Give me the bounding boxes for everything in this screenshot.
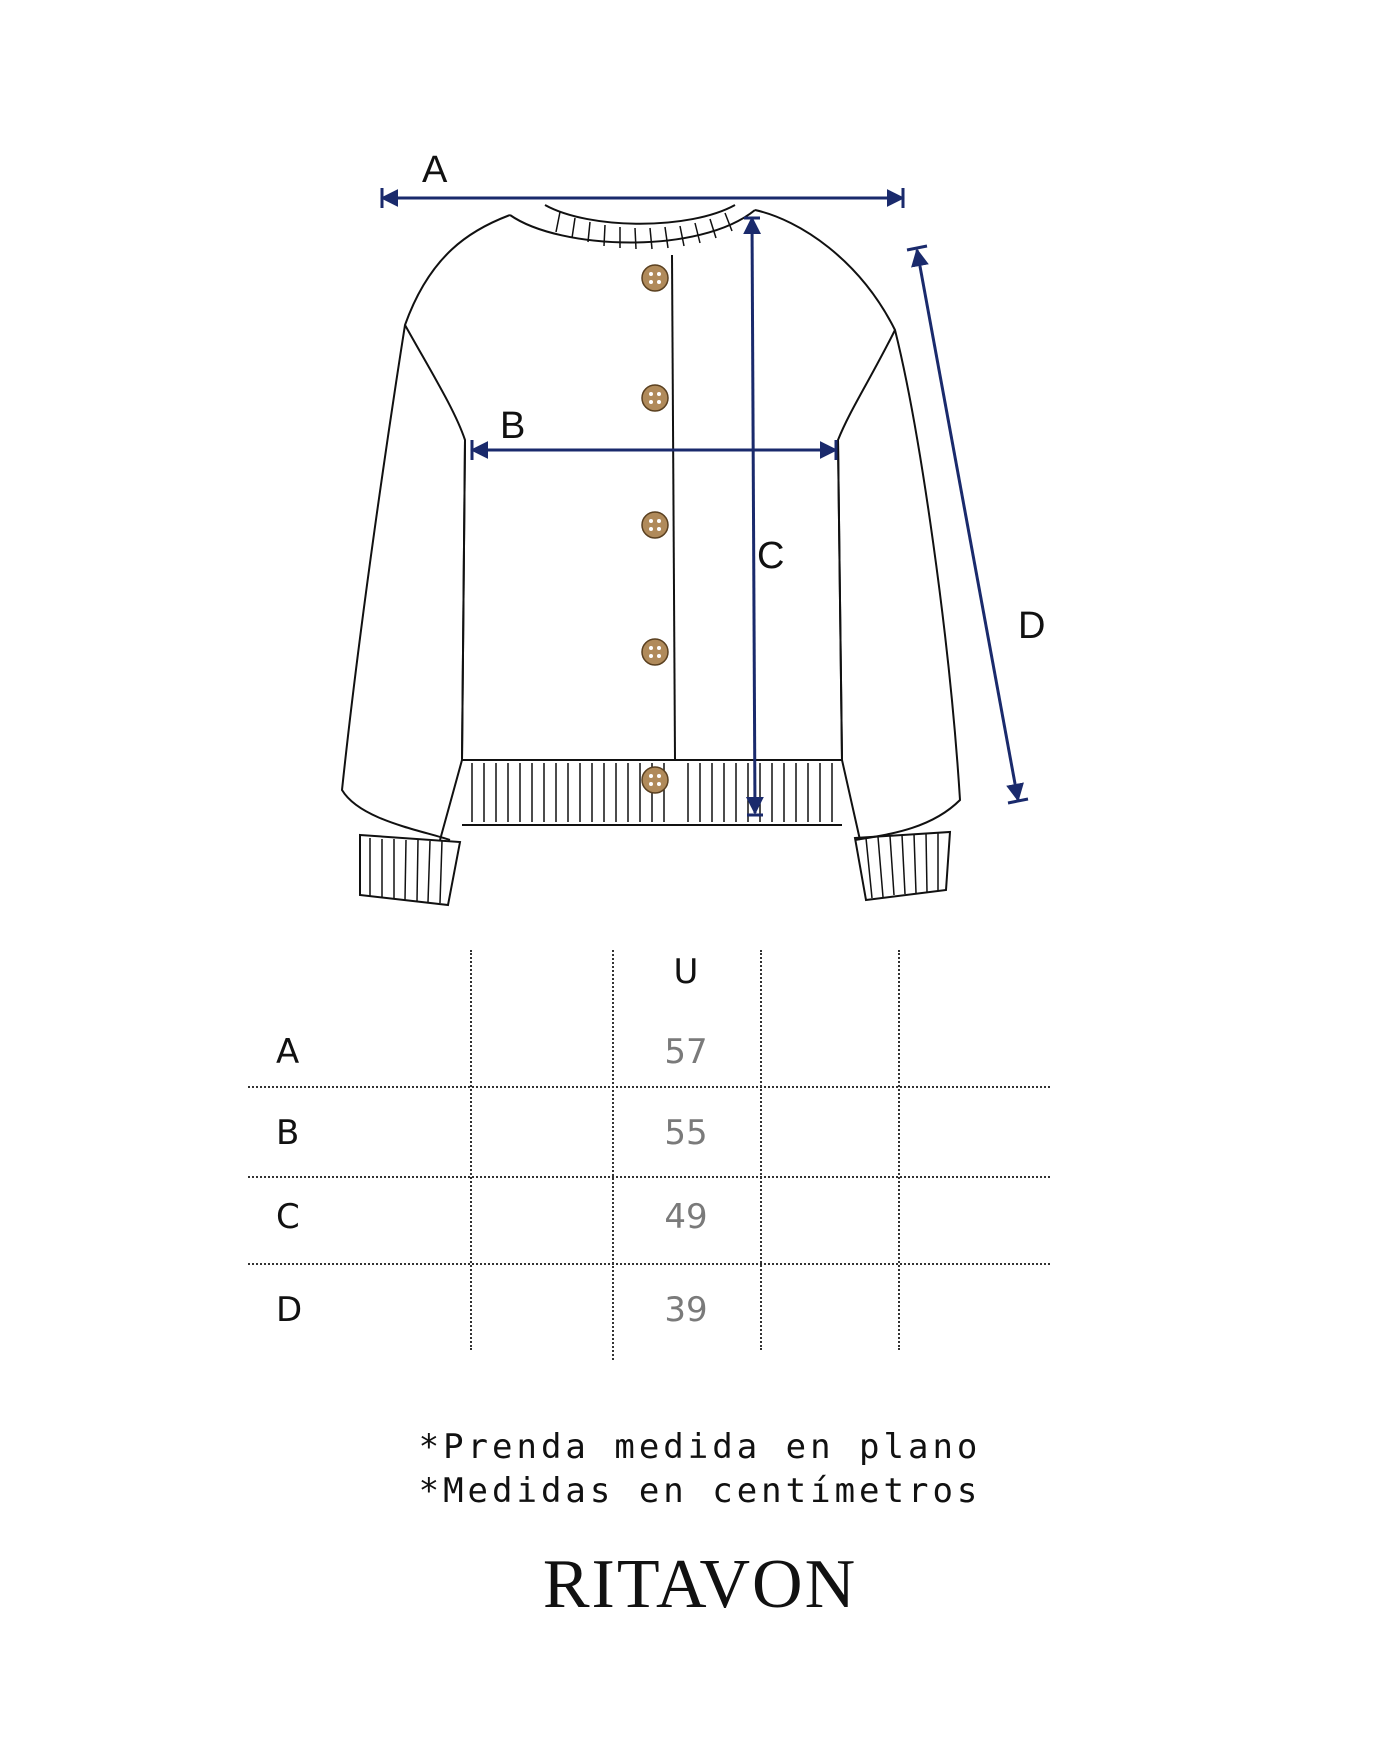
buttons (642, 265, 668, 793)
button-icon (642, 265, 668, 291)
arrow-d (917, 250, 1018, 800)
row-label-d: D (276, 1290, 303, 1330)
value-b: 55 (664, 1113, 708, 1153)
table-divider (248, 1263, 1050, 1265)
measurement-arrows (382, 188, 1028, 815)
label-b: B (500, 405, 526, 447)
brand-logo: RITAVON (542, 1546, 858, 1623)
button-icon (642, 767, 668, 793)
row-label-b: B (276, 1113, 300, 1153)
value-d: 39 (664, 1290, 708, 1330)
table-divider (248, 1086, 1050, 1088)
button-icon (642, 385, 668, 411)
row-label-a: A (276, 1032, 300, 1072)
label-a: A (422, 149, 448, 191)
note-flat-measured: *Prenda medida en plano (418, 1427, 982, 1467)
value-a: 57 (664, 1032, 708, 1072)
button-icon (642, 639, 668, 665)
size-table (0, 930, 1400, 1360)
arrow-c (752, 218, 755, 813)
label-c: C (757, 535, 785, 577)
cardigan-outline (342, 205, 960, 905)
value-c: 49 (664, 1197, 708, 1237)
row-label-c: C (276, 1197, 300, 1237)
label-d: D (1018, 605, 1046, 647)
table-divider (760, 950, 762, 1350)
table-divider (612, 950, 614, 1360)
notes (0, 1425, 1400, 1513)
button-icon (642, 512, 668, 538)
table-divider (248, 1176, 1050, 1178)
table-divider (470, 950, 472, 1350)
note-centimeters: *Medidas en centímetros (418, 1471, 982, 1511)
column-header-size: U (673, 952, 699, 992)
table-divider (898, 950, 900, 1350)
